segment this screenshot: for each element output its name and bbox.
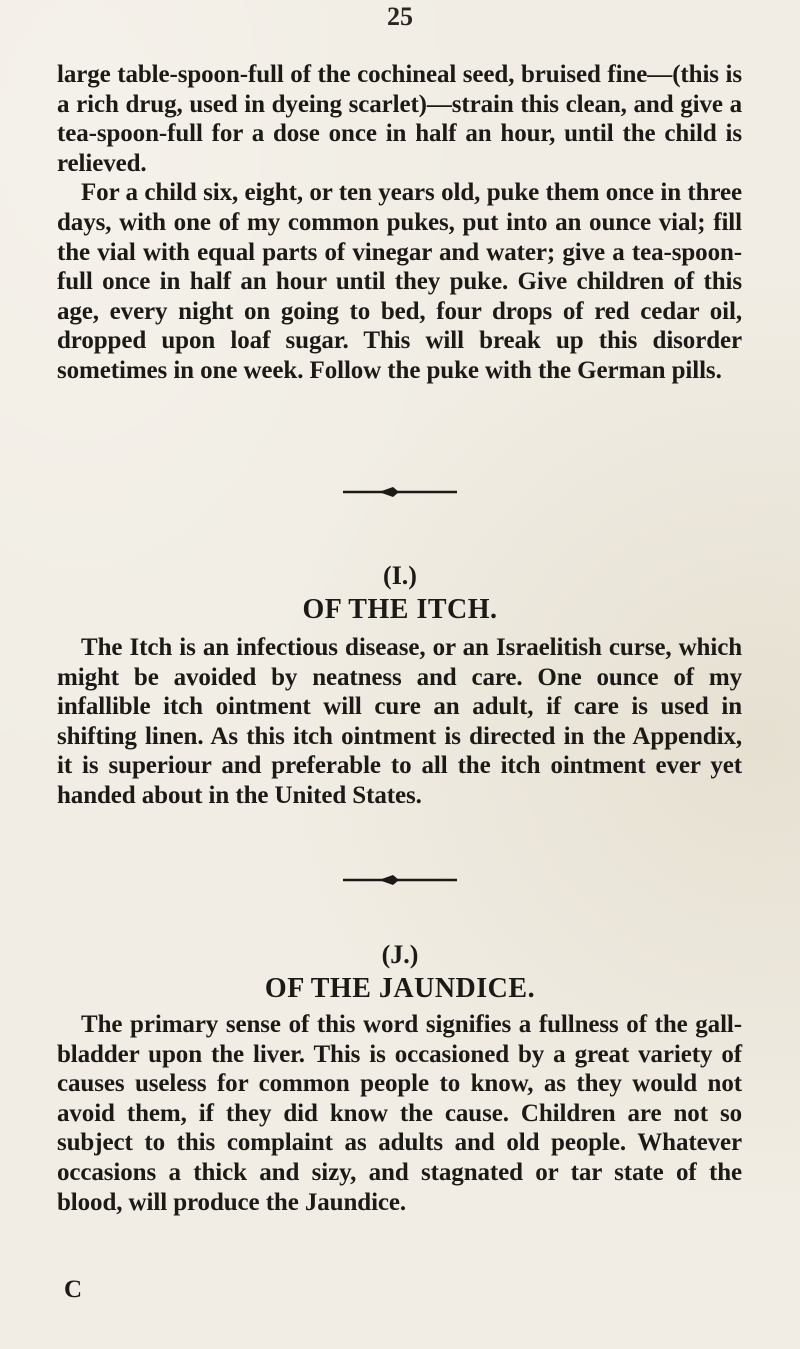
section-number-itch: (I.) [383,561,417,590]
ornament-divider [343,486,457,498]
page-number: 25 [387,2,413,31]
itch-paragraph: The Itch is an infectious disease, or an Israelitish curse, which might be avoided by neatness and care. One ounce of my infallible itch ointment will cure an adult, if care is used in shifting linen. As this itch ointment is directed in the Appendix, it is superiour and preferable to all the itch ointment ever yet handed about in the United States. [57,634,742,809]
jaundice-paragraph: The primary sense of this word signifies a fullness of the gall-bladder upon the liver. This is occasioned by a great variety of causes useless for common people to know, as they would not avoid them, if they did know the cause. Children are not so subject to this complaint as adults and old people. Whatever occasions a thick and sizy, and stagnated or tar state of the blood, will produce the Jaundice. [57,1011,742,1216]
section-number-jaundice: (J.) [381,940,419,969]
opening-paragraph: large table-spoon-full of the cochineal seed, bruised fine—(this is a rich drug, used in dyeing scarlet)—strain this clean, and give a tea-spoon-full for a dose once in half an hour, until the child is relieved. [57,61,742,177]
second-paragraph: For a child six, eight, or ten years old, puke them once in three days, with one of my common pukes, put into an ounce vial; fill the vial with equal parts of vinegar and water; give a tea-spoon-full once in half an hour until they puke. Give children of this age, every night on going to bed, four drops of red cedar oil, dropped upon loaf sugar. This will break up this disorder sometimes in one week. Follow the puke with the German pills. [57,179,742,384]
section-title-itch: OF THE ITCH. [302,594,498,625]
section-body-jaundice [57,1010,742,1217]
ornament-divider [343,874,457,886]
section-body-itch [57,633,742,811]
signature-mark: C [64,1276,83,1303]
section-title-jaundice: OF THE JAUNDICE. [264,973,536,1004]
continued-text [57,60,742,386]
